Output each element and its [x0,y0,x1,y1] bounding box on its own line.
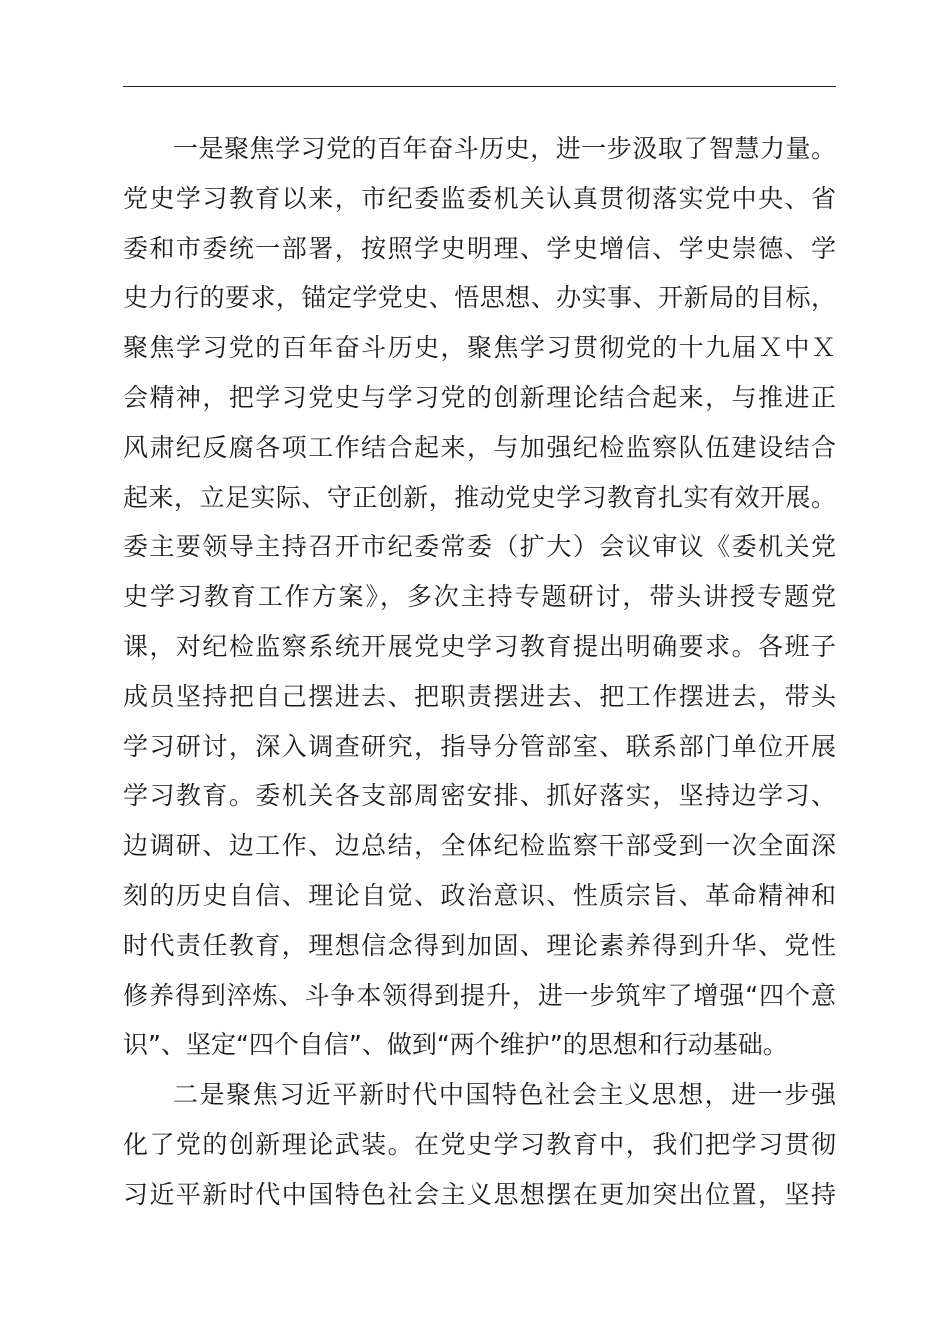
text-line: 习近平新时代中国特色社会主义思想摆在更加突出位置，坚持 [123,1179,836,1209]
paragraph-2 [123,1070,836,1219]
text-line: 修养得到淬炼、斗争本领得到提升，进一步筑牢了增强“四个意 [123,980,836,1010]
text-line: 学习教育。委机关各支部周密安排、抓好落实，坚持边学习、 [123,781,836,811]
text-line: 刻的历史自信、理论自觉、政治意识、性质宗旨、革命精神和 [123,880,836,910]
header-rule [123,86,836,87]
text-line: 党史学习教育以来，市纪委监委机关认真贯彻落实党中央、省 [123,183,836,213]
text-line: 时代责任教育，理想信念得到加固、理论素养得到升华、党性 [123,930,836,960]
body-text [123,124,836,1220]
text-line: 边调研、边工作、边总结，全体纪检监察干部受到一次全面深 [123,831,836,861]
text-line: 委主要领导主持召开市纪委常委（扩大）会议审议《委机关党 [123,532,836,562]
text-line: 风肃纪反腐各项工作结合起来，与加强纪检监察队伍建设结合 [123,432,836,462]
text-line: 起来，立足实际、守正创新，推动党史学习教育扎实有效开展。 [123,482,836,512]
text-line: 化了党的创新理论武装。在党史学习教育中，我们把学习贯彻 [123,1129,836,1159]
text-line: 聚焦学习党的百年奋斗历史，聚焦学习贯彻党的十九届Ｘ中Ｘ [123,333,836,363]
text-line: 史学习教育工作方案》，多次主持专题研讨，带头讲授专题党 [123,582,836,612]
text-line: 课，对纪检监察系统开展党史学习教育提出明确要求。各班子 [123,631,836,661]
text-line: 成员坚持把自己摆进去、把职责摆进去、把工作摆进去，带头 [123,681,836,711]
text-line: 一是聚焦学习党的百年奋斗历史，进一步汲取了智慧力量。 [173,134,836,163]
text-line: 委和市委统一部署，按照学史明理、学史增信、学史崇德、学 [123,233,836,263]
text-line: 二是聚焦习近平新时代中国特色社会主义思想，进一步强 [173,1080,836,1110]
text-line: 会精神，把学习党史与学习党的创新理论结合起来，与推进正 [123,382,836,412]
text-line: 识”、坚定“四个自信”、做到“两个维护”的思想和行动基础。 [123,1030,788,1060]
text-line: 史力行的要求，锚定学党史、悟思想、办实事、开新局的目标， [123,283,836,313]
paragraph-1 [123,124,836,1070]
text-line: 学习研讨，深入调查研究，指导分管部室、联系部门单位开展 [123,731,836,761]
